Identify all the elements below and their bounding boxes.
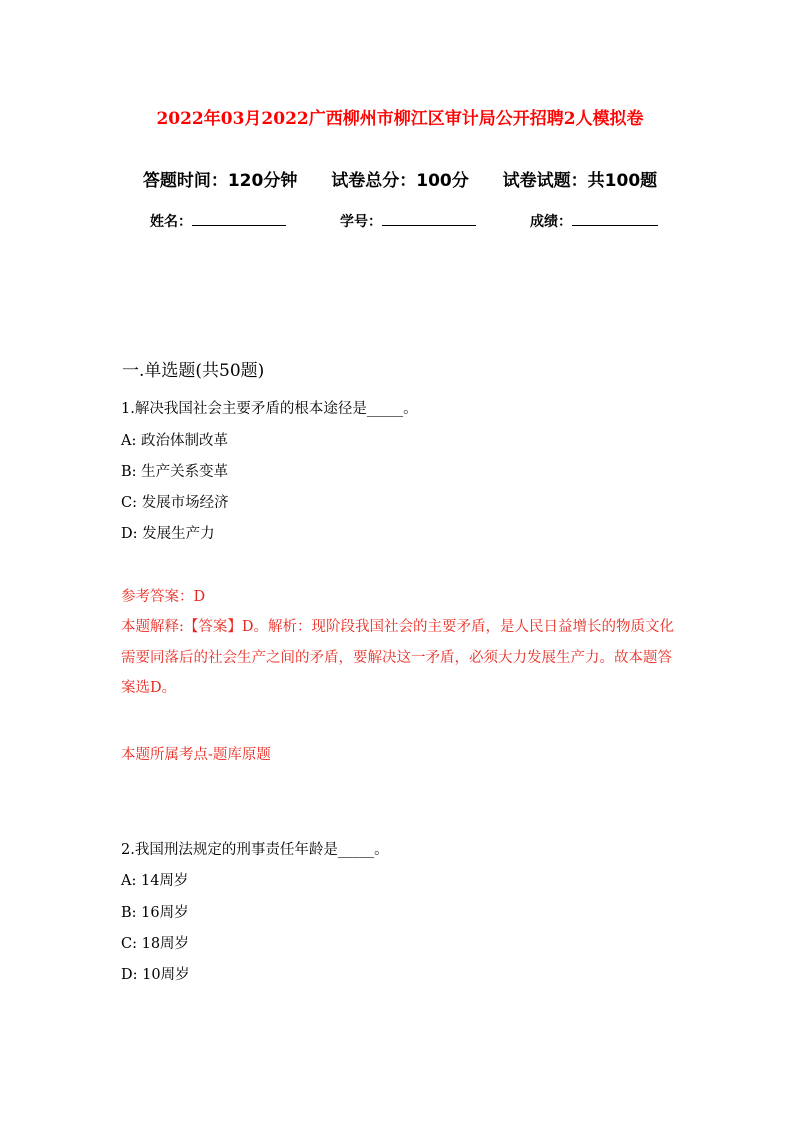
exam-total-score: 试卷总分：100分 — [331, 171, 469, 191]
exam-question-count: 试卷试题：共100题 — [502, 171, 658, 191]
question-1-option-c: C: 发展市场经济 — [121, 495, 229, 511]
exam-time: 答题时间：120分钟 — [142, 171, 298, 191]
name-label: 姓名： — [150, 214, 192, 230]
question-2-stem: 2.我国刑法规定的刑事责任年龄是_____。 — [121, 842, 389, 858]
question-2-option-d: D: 10周岁 — [121, 967, 190, 983]
grade-field — [530, 211, 658, 231]
question-1-stem: 1.解决我国社会主要矛盾的根本途径是_____。 — [121, 401, 418, 417]
question-1-option-d: D: 发展生产力 — [121, 526, 215, 542]
student-id-label: 学号： — [340, 214, 382, 230]
question-2-option-b: B: 16周岁 — [121, 905, 189, 921]
question-1-source: 本题所属考点-题库原题 — [121, 747, 271, 763]
exam-title: 2022年03月2022广西柳州市柳江区审计局公开招聘2人模拟卷 — [156, 109, 644, 129]
student-id-blank-line — [382, 211, 476, 226]
question-1-option-a: A: 政治体制改革 — [121, 433, 228, 449]
question-1-explanation: 本题解释:【答案】D。解析：现阶段我国社会的主要矛盾，是人民日益增长的物质文化需要同落后的社会生产之间的矛盾，要解决这一矛盾，必须大力发展生产力。故本题答案选D。 — [121, 619, 675, 696]
exam-meta — [0, 166, 800, 191]
name-field — [150, 211, 286, 231]
question-2-option-a: A: 14周岁 — [121, 873, 189, 889]
question-2-option-c: C: 18周岁 — [121, 936, 190, 952]
section-heading: 一.单选题(共50题) — [122, 361, 265, 381]
grade-blank-line — [572, 211, 658, 226]
name-blank-line — [192, 211, 286, 226]
question-1-answer: 参考答案：D — [121, 589, 206, 605]
student-id-field — [340, 211, 476, 231]
question-1-option-b: B: 生产关系变革 — [121, 464, 229, 480]
grade-label: 成绩： — [530, 214, 572, 230]
